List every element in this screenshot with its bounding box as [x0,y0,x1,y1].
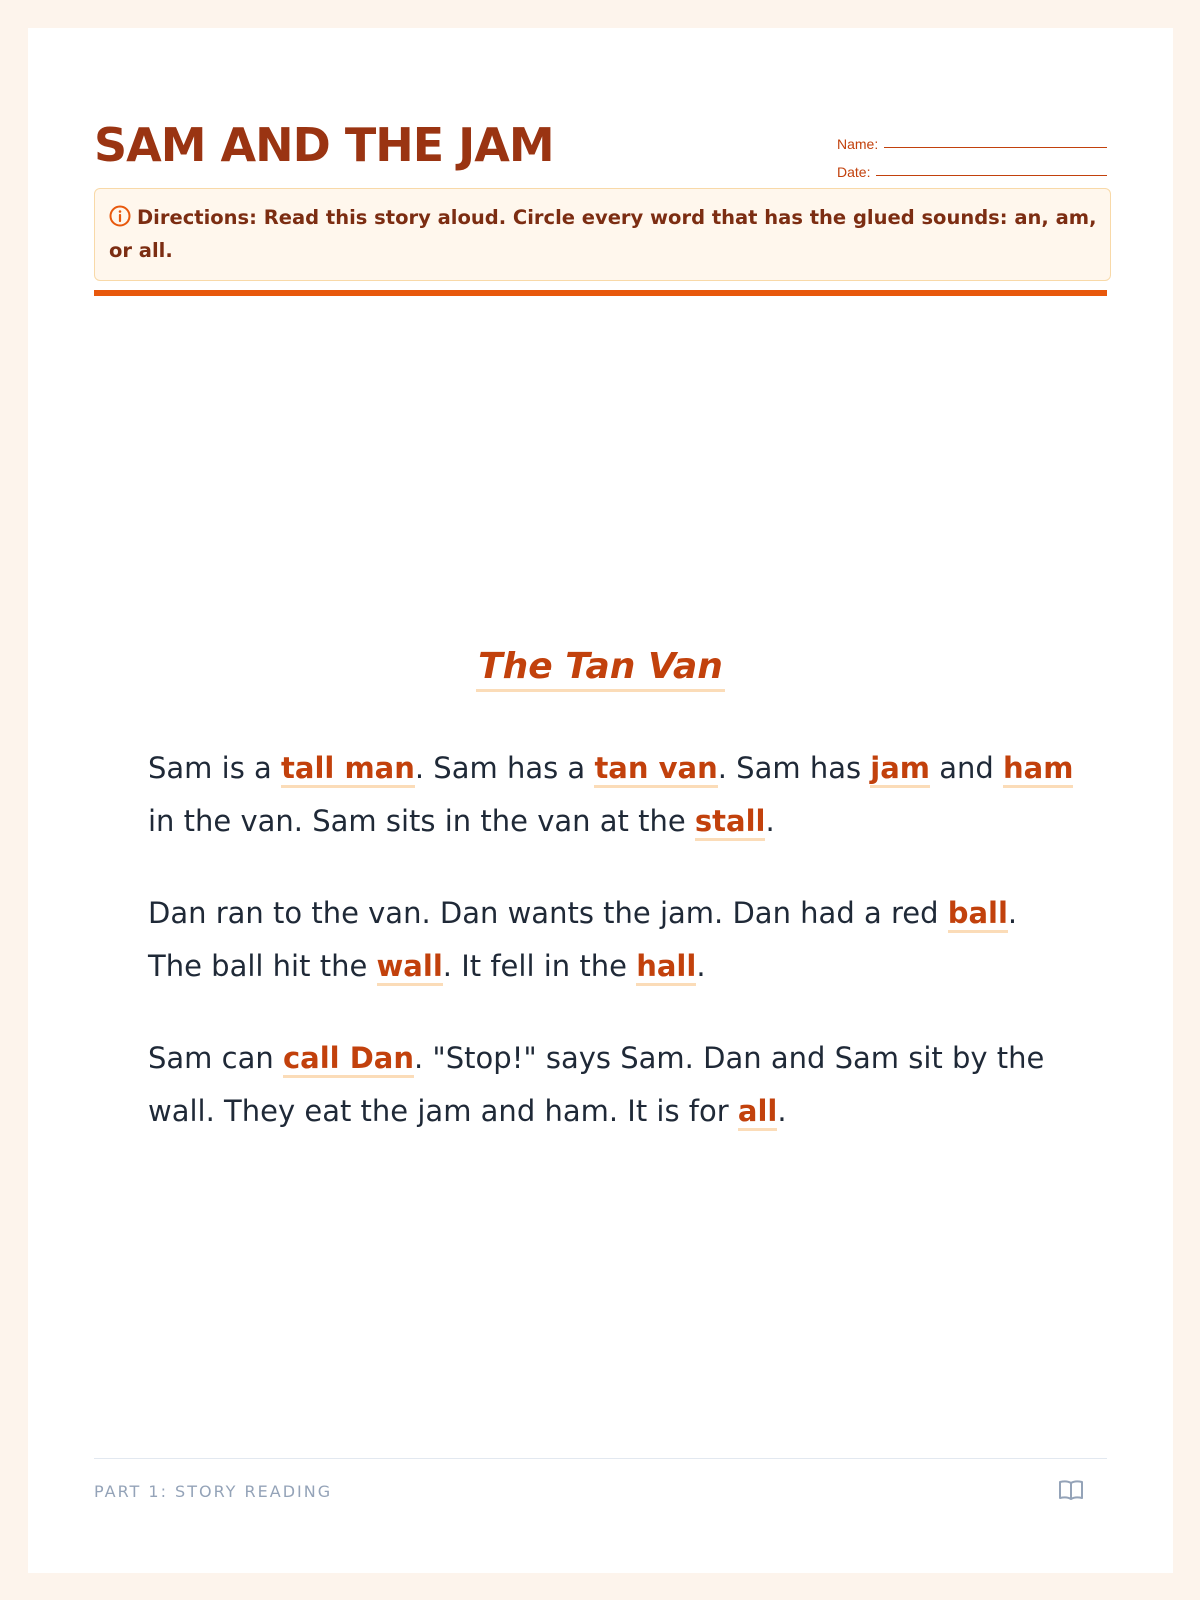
book-icon [1058,1478,1084,1502]
name-label: Name: [837,136,879,152]
info-icon [109,205,131,236]
directions-box [94,188,1111,281]
story-text: . The ball hit the [148,896,1018,983]
glued-sound-word: all [738,1094,777,1131]
glued-sound-word: tall man [281,751,415,788]
story-text: . It fell in the [442,949,637,983]
story-text: in the van. Sam sits in the van at the [148,804,695,838]
story-text: . Sam has a [414,751,595,785]
date-line [876,175,1107,176]
glued-sound-word: call Dan [283,1041,414,1078]
story-paragraph [148,1032,1078,1138]
story-text: . [765,804,775,838]
story-text: . "Stop!" says Sam. Dan and Sam sit by the wall. They eat the jam and ham. It is for [148,1041,1045,1128]
directions-text: Directions: Read this story aloud. Circle every word that has the glued sounds: an, am, or all. [109,206,1097,262]
story-body [148,742,1078,1177]
name-field[interactable] [837,124,1107,152]
worksheet-page [28,28,1173,1573]
story-text: Dan ran to the van. Dan wants the jam. Dan had a red [148,896,948,930]
glued-sound-word: wall [377,949,443,986]
footer-divider [94,1458,1107,1459]
story-paragraph [148,742,1078,848]
glued-sound-word: stall [695,804,766,841]
story-text: . Sam has [717,751,871,785]
date-label: Date: [837,164,871,180]
story-text: . [777,1094,787,1128]
story-title-text: The Tan Van [476,646,725,692]
glued-sound-word: tan van [594,751,717,788]
glued-sound-word: hall [636,949,696,986]
name-date-block [837,124,1107,180]
story-text: Sam can [148,1041,283,1075]
glued-sound-word: jam [870,751,930,788]
glued-sound-word: ham [1003,751,1073,788]
footer-label: PART 1: STORY READING [94,1482,333,1501]
story-text: Sam is a [148,751,282,785]
story-title [28,646,1173,687]
name-line [884,147,1107,148]
glued-sound-word: ball [948,896,1008,933]
story-paragraph [148,887,1078,993]
header-divider [94,290,1107,296]
date-field[interactable] [837,152,1107,180]
story-text: and [930,751,1004,785]
story-text: . [696,949,706,983]
page-title: SAM AND THE JAM [94,118,554,172]
